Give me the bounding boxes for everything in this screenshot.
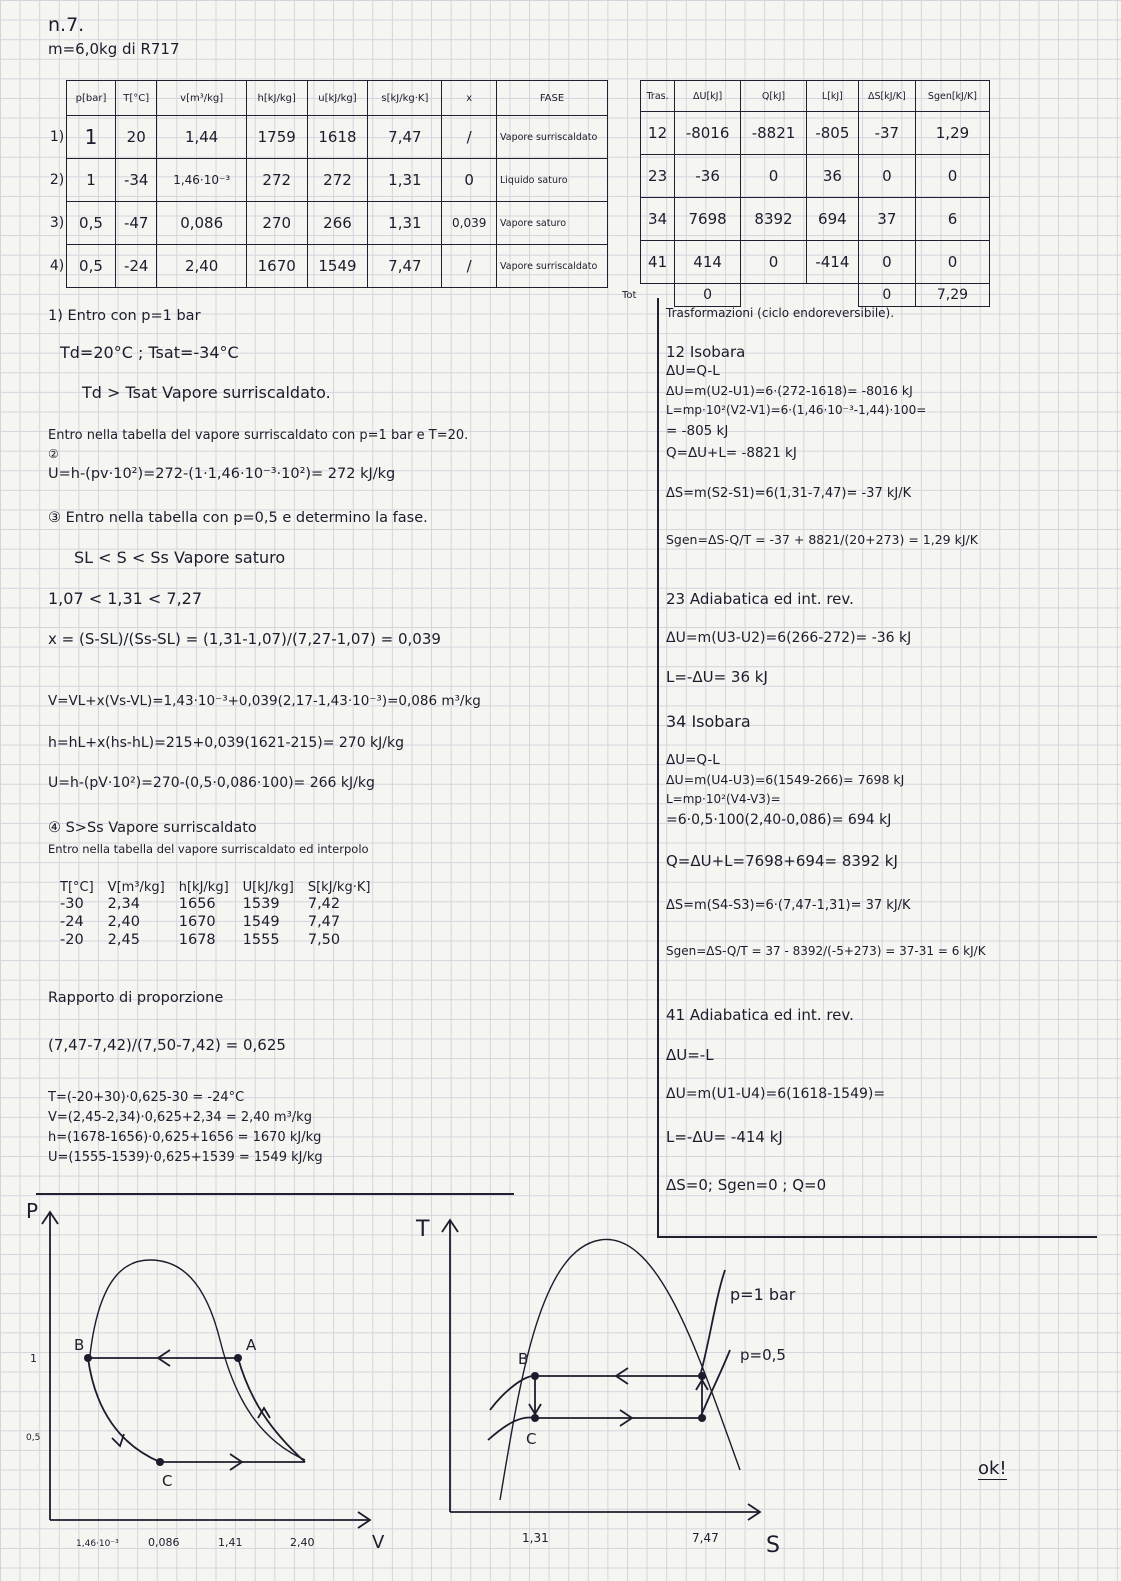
- point-label: B: [518, 1350, 529, 1368]
- point-label: B: [74, 1336, 85, 1354]
- isobar-label: p=1 bar: [730, 1285, 796, 1304]
- col-header: s[kJ/kg·K]: [368, 81, 442, 116]
- table-row: 4) 0,5 -24 2,40 1670 1549 7,47 / Vapore surriscaldato: [48, 245, 608, 288]
- work-line: Entro nella tabella del vapore surriscaldato con p=1 bar e T=20.: [48, 428, 469, 443]
- work-line: ΔS=m(S2-S1)=6(1,31-7,47)= -37 kJ/K: [666, 486, 912, 501]
- point-A: [234, 1354, 242, 1362]
- ok-mark: ok!: [978, 1458, 1007, 1479]
- point-C: [156, 1458, 164, 1466]
- work-line: ③ Entro nella tabella con p=0,5 e determino la fase.: [48, 510, 428, 526]
- table-total-row: 0 0 7,29: [641, 284, 990, 307]
- work-line: ΔS=m(S4-S3)=6·(7,47-1,31)= 37 kJ/K: [666, 898, 911, 913]
- work-line: 23 Adiabatica ed int. rev.: [666, 590, 854, 608]
- work-line: L=mp·10²(V4-V3)=: [666, 792, 781, 806]
- work-line: ΔU=m(U1-U4)=6(1618-1549)=: [666, 1086, 886, 1102]
- work-line: L=mp·10²(V2-V1)=6·(1,46·10⁻³-1,44)·100=: [666, 403, 927, 417]
- tick-label: 2,40: [290, 1536, 315, 1549]
- work-line: x = (S-SL)/(Ss-SL) = (1,31-1,07)/(7,27-1,07) = 0,039: [48, 630, 441, 648]
- work-line: ④ S>Ss Vapore surriscaldato: [48, 820, 257, 836]
- table-header-row: Tras. ΔU[kJ] Q[kJ] L[kJ] ΔS[kJ/K] Sgen[kJ/K]: [641, 81, 990, 112]
- y-axis-label: T: [416, 1217, 430, 1242]
- tick-label: 1: [30, 1352, 37, 1365]
- work-line: ΔU=m(U2-U1)=6·(272-1618)= -8016 kJ: [666, 383, 913, 398]
- work-line: 34 Isobara: [666, 712, 751, 731]
- section-divider: [36, 1193, 514, 1195]
- saturation-dome: [500, 1239, 740, 1500]
- point-A: [698, 1372, 706, 1380]
- state-properties-table: [48, 80, 608, 288]
- tick-label: 1,31: [522, 1531, 549, 1545]
- table-header-row: [48, 81, 608, 116]
- tick-label: 1,46·10⁻³: [76, 1539, 119, 1549]
- col-header: v[m³/kg]: [157, 81, 246, 116]
- point-D: [698, 1414, 706, 1422]
- table-row: -20 2,45 1678 1555 7,50: [60, 932, 341, 948]
- column-divider: [657, 298, 659, 1236]
- table-row: 41 414 0 -414 0 0: [641, 241, 990, 284]
- tick-label: 1,41: [218, 1536, 243, 1549]
- work-line: Sgen=ΔS-Q/T = 37 - 8392/(-5+273) = 37-31 = 6 kJ/K: [666, 944, 986, 958]
- interpolation-table: T[°C] V[m³/kg] h[kJ/kg] U[kJ/kg] S[kJ/kg·K] -30 2,34 1656 1539 7,42 -24 2,40 1670 1549 7,47 -20 2,45 1678 1555 7,50: [60, 880, 384, 949]
- table-row: 3) 0,5 -47 0,086 270 266 1,31 0,039 Vapore saturo: [48, 202, 608, 245]
- col-header: p[bar]: [67, 81, 116, 116]
- curve-B-C: [88, 1358, 160, 1462]
- work-line: Trasformazioni (ciclo endoreversibile).: [666, 306, 895, 320]
- mass-statement: m=6,0kg di R717: [48, 40, 180, 58]
- work-line: V=(2,45-2,34)·0,625+2,34 = 2,40 m³/kg: [48, 1110, 312, 1125]
- problem-number: n.7.: [48, 14, 85, 36]
- work-line: h=hL+x(hs-hL)=215+0,039(1621-215)= 270 kJ/kg: [48, 735, 404, 751]
- work-line: = -805 kJ: [666, 423, 729, 439]
- tick-label: 7,47: [692, 1531, 719, 1545]
- y-axis-label: P: [26, 1200, 39, 1223]
- col-header: T[°C]: [115, 81, 157, 116]
- table-row: -24 2,40 1670 1549 7,47: [60, 914, 341, 930]
- work-line: ΔU=Q-L: [666, 363, 720, 379]
- work-line: (7,47-7,42)/(7,50-7,42) = 0,625: [48, 1036, 286, 1054]
- work-line: ΔU=-L: [666, 1046, 714, 1064]
- table-row: 1) 1 20 1,44 1759 1618 7,47 / Vapore surriscaldato: [48, 116, 608, 159]
- point-label: A: [246, 1336, 257, 1354]
- tick-label: 0,5: [26, 1433, 41, 1443]
- work-line: ②: [48, 447, 59, 461]
- tick-label: 0,086: [148, 1536, 180, 1549]
- work-line: L=-ΔU= 36 kJ: [666, 668, 768, 686]
- point-B: [84, 1354, 92, 1362]
- work-line: V=VL+x(Vs-VL)=1,43·10⁻³+0,039(2,17-1,43·10⁻³)=0,086 m³/kg: [48, 693, 481, 709]
- table-row: 2) 1 -34 1,46·10⁻³ 272 272 1,31 0 Liquido saturo: [48, 159, 608, 202]
- work-line: Q=ΔU+L=7698+694= 8392 kJ: [666, 852, 898, 870]
- work-line: Rapporto di proporzione: [48, 990, 224, 1006]
- work-line: 41 Adiabatica ed int. rev.: [666, 1006, 854, 1024]
- work-line: ΔU=m(U4-U3)=6(1549-266)= 7698 kJ: [666, 772, 905, 787]
- work-line: T=(-20+30)·0,625-30 = -24°C: [48, 1090, 245, 1105]
- work-line: ΔS=0; Sgen=0 ; Q=0: [666, 1176, 827, 1194]
- work-line: U=h-(pv·10²)=272-(1·1,46·10⁻³·10²)= 272 kJ/kg: [48, 466, 396, 482]
- ts-diagram: [410, 1200, 830, 1570]
- col-header: FASE: [497, 81, 608, 116]
- work-line: U=h-(pV·10²)=270-(0,5·0,086·100)= 266 kJ/kg: [48, 775, 375, 791]
- work-line: h=(1678-1656)·0,625+1656 = 1670 kJ/kg: [48, 1130, 322, 1145]
- total-label: Tot: [622, 290, 637, 301]
- work-line: Q=ΔU+L= -8821 kJ: [666, 445, 797, 461]
- work-line: Td > Tsat Vapore surriscaldato.: [82, 383, 331, 402]
- pv-diagram: [20, 1200, 400, 1570]
- point-label: C: [162, 1472, 173, 1490]
- col-header: h[kJ/kg]: [246, 81, 307, 116]
- point-B: [531, 1372, 539, 1380]
- work-line: L=-ΔU= -414 kJ: [666, 1128, 783, 1146]
- work-line: ΔU=Q-L: [666, 752, 720, 768]
- work-line: 12 Isobara: [666, 343, 746, 361]
- work-line: 1,07 < 1,31 < 7,27: [48, 589, 203, 608]
- work-line: 1) Entro con p=1 bar: [48, 308, 201, 324]
- work-line: U=(1555-1539)·0,625+1539 = 1549 kJ/kg: [48, 1150, 323, 1165]
- x-axis-label: S: [766, 1533, 780, 1558]
- transformations-table: [640, 80, 990, 307]
- isobar-1bar: [490, 1270, 725, 1410]
- col-header: u[kJ/kg]: [307, 81, 368, 116]
- saturation-dome: [90, 1260, 305, 1460]
- work-line: Td=20°C ; Tsat=-34°C: [60, 343, 239, 362]
- point-label: C: [526, 1430, 537, 1448]
- work-line: Sgen=ΔS-Q/T = -37 + 8821/(20+273) = 1,29 kJ/K: [666, 532, 978, 547]
- table-row: -30 2,34 1656 1539 7,42: [60, 896, 341, 912]
- work-line: =6·0,5·100(2,40-0,086)= 694 kJ: [666, 812, 892, 828]
- point-C: [531, 1414, 539, 1422]
- isobar-label: p=0,5: [740, 1346, 786, 1364]
- table-row: 23 -36 0 36 0 0: [641, 155, 990, 198]
- col-header: x: [442, 81, 497, 116]
- work-line: SL < S < Ss Vapore saturo: [74, 548, 286, 567]
- table-row: 34 7698 8392 694 37 6: [641, 198, 990, 241]
- x-axis-label: V: [372, 1532, 385, 1553]
- work-line: Entro nella tabella del vapore surriscaldato ed interpolo: [48, 842, 369, 856]
- work-line: ΔU=m(U3-U2)=6(266-272)= -36 kJ: [666, 630, 912, 646]
- table-row: 12 -8016 -8821 -805 -37 1,29: [641, 112, 990, 155]
